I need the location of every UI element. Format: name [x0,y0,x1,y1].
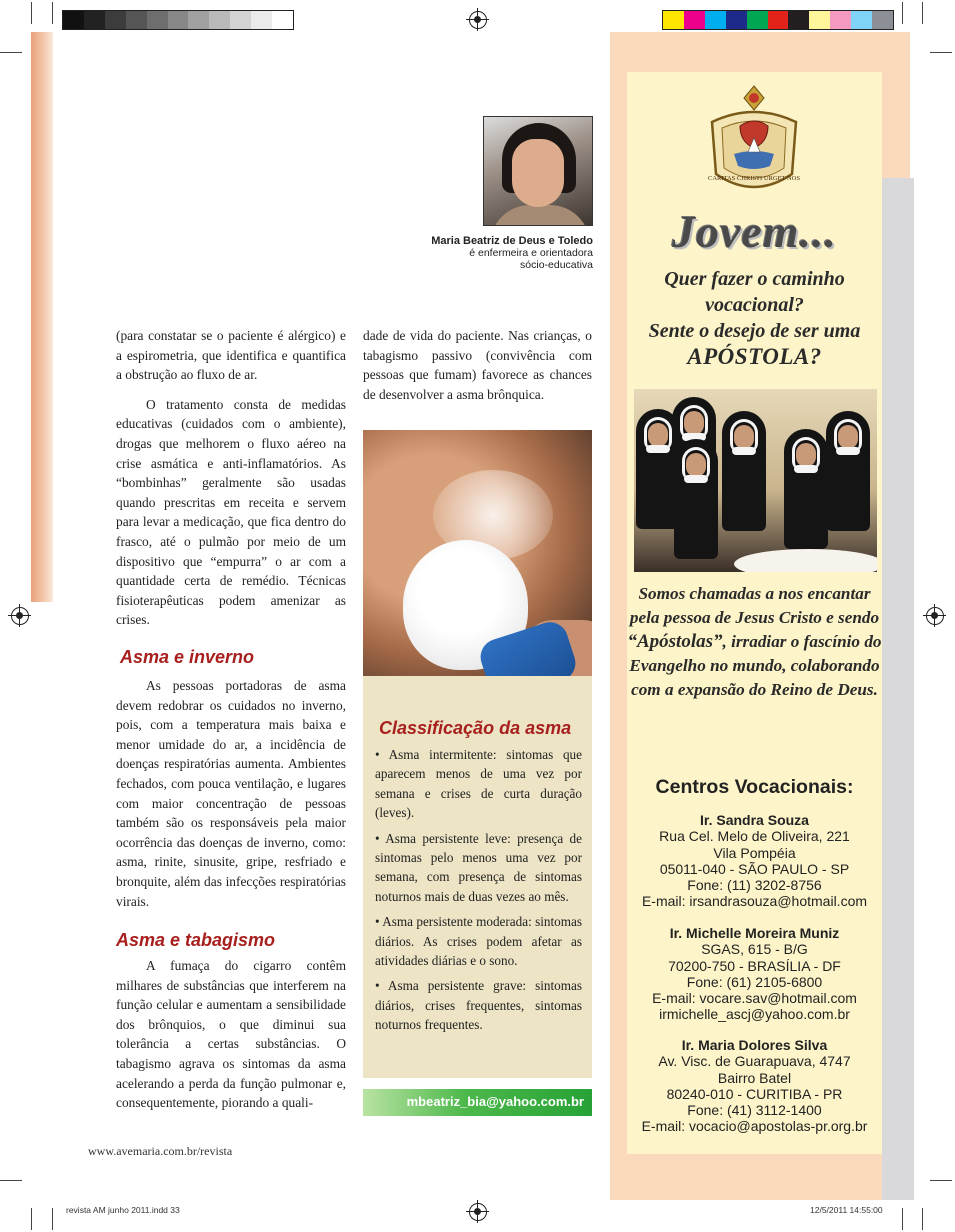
article-column-1-winter [116,676,346,911]
footer-url-link[interactable]: www.avemaria.com.br/revista [88,1144,233,1158]
gray-swatch [126,11,147,29]
paragraph: As pessoas portadoras de asma devem redobrar os cuidados no inverno, pois, com a temperatura mais baixa e menor umidade do ar, a incidência de doenças respiratórias aumenta. Ambientes fechados, com pouca ventilação, e lugares com maior concentração de pessoas também são os responsáveis pela maior ocorrência das doenças de inverno, como: asma, rinite, sinusite, gripe, resfriado e bronquite, além das infecções respiratórias virais. [116,678,346,909]
list-item: • Asma persistente grave: sintomas diários, crises frequentes, sintomas noturnos frequentes. [375,978,582,1033]
color-swatch [788,11,809,29]
crop-mark [922,2,923,24]
heading-asthma-smoking: Asma e tabagismo [116,930,276,950]
color-swatch [705,11,726,29]
list-item: • Asma persistente leve: presença de sintomas pelo menos uma vez por semana, com presença de sintomas noturnos mais de duas vezes ao mês. [375,830,582,904]
crop-mark [930,1180,952,1181]
gray-swatch [272,11,293,29]
ad-headline: Jovem... [671,206,838,257]
crop-mark [31,2,32,24]
print-slug-file: revista AM junho 2011.indd 33 [66,1205,180,1215]
center-line: Rua Cel. Melo de Oliveira, 221 [659,828,850,845]
author-email-link[interactable]: mbeatriz_bia@yahoo.com.br [363,1089,592,1116]
ad-question-line: Quer fazer o caminho vocacional? [664,268,845,316]
author-role: é enfermeira e orientadora [469,247,593,259]
gray-swatch [147,11,168,29]
child-inhaler-photo [363,430,592,676]
color-calibration-bar [662,10,894,30]
vocational-center-sao-paulo [627,812,882,910]
crop-mark [52,2,53,24]
crop-mark [902,2,903,24]
center-line: Fone: (61) 2105-6800 [686,973,823,990]
crop-mark [52,1208,53,1230]
author-role: sócio-educativa [520,259,593,271]
crop-mark [31,1208,32,1230]
gray-swatch [230,11,251,29]
heading-asthma-winter: Asma e inverno [120,647,255,667]
crop-mark [0,1180,22,1181]
centers-heading: Centros Vocacionais: [655,776,854,798]
paragraph: (para constatar se o paciente é alérgico) e a espirometria, que identifica e quantifica a obstrução ao fluxo de ar. [116,328,346,383]
gray-swatch [251,11,272,29]
paragraph: A fumaça do cigarro contêm milhares de substâncias que interferem na função celular e aumentam a sensibilidade dos brônquios, o que diminui sua tolerância a certas substâncias. O tabagismo agrava os sintomas da asma acelerando a perda da função pulmonar e, consequentemente, piorando a quali- [116,958,346,1111]
grayscale-calibration-bar [62,10,294,30]
author-photo [483,116,593,226]
article-column-1 [116,326,346,630]
ad-mission-text [627,582,882,702]
color-swatch [809,11,830,29]
gray-swatch [84,11,105,29]
gray-swatch [105,11,126,29]
sisters-group-photo [634,389,877,572]
center-line: Fone: (41) 3112-1400 [687,1102,822,1119]
color-swatch [747,11,768,29]
registration-mark-right [926,607,944,625]
color-swatch [684,11,705,29]
gray-swatch [188,11,209,29]
ad-question [627,266,882,370]
ad-question-line: Sente o desejo de ser uma [648,320,861,342]
color-swatch [768,11,789,29]
gray-swatch [168,11,189,29]
center-contact-name: Ir. Maria Dolores Silva [681,1037,828,1053]
center-line: SGAS, 615 - B/G [701,941,808,958]
center-line: Av. Visc. de Guarapuava, 4747 [658,1053,851,1070]
classification-box [363,676,592,1078]
paragraph: O tratamento consta de medidas educativas (cuidados com o ambiente), drogas que melhorem o fluxo aéreo na crise asmática e anti-inflamatórios. As “bombinhas” geralmente são usadas quando prescritas em receita e servem para levar a medicação, que fica dentro do frasco, até o pulmão por meio de um dispositivo que “empurra” o ar com a quantidade certa de remédio. Técnicas fisioterapêuticas podem amenizar as crises. [116,396,346,628]
paragraph: dade de vida do paciente. Nas crianças, o tabagismo passivo (convivência com pessoas que fumam) favorece as chances de desenvolver a asma brônquica. [363,328,592,402]
article-column-1-smoking [116,956,346,1113]
color-swatch [663,11,684,29]
center-line: 80240-010 - CURITIBA - PR [666,1085,843,1102]
vocational-center-curitiba [627,1037,882,1135]
center-contact-name: Ir. Sandra Souza [700,812,809,828]
list-item: • Asma intermitente: sintomas que aparecem menos de uma vez por semana e crises de curta duração (leves). [375,747,582,821]
ad-shadow-band [882,178,914,1200]
center-contact-name: Ir. Michelle Moreira Muniz [669,925,840,941]
color-swatch [851,11,872,29]
mission-apostolas: “Apóstolas” [627,631,723,652]
center-line: 05011-040 - SÃO PAULO - SP [659,860,850,877]
vocational-center-brasilia [627,925,882,1023]
list-item: • Asma persistente moderada: sintomas diários. As crises podem afetar as atividades diárias e o sono. [375,914,582,969]
center-line: Bairro Batel [717,1069,792,1086]
color-swatch [830,11,851,29]
decorative-side-strip [31,32,53,602]
center-line: Fone: (11) 3202-8756 [687,877,822,894]
center-line: Vila Pompéia [713,844,796,861]
crop-mark [922,1208,923,1230]
center-email[interactable]: E-mail: vocare.sav@hotmail.com [652,990,857,1007]
color-swatch [872,11,893,29]
gray-swatch [209,11,230,29]
article-column-2 [363,326,592,404]
color-swatch [726,11,747,29]
mission-part: Somos chamadas a nos encantar pela pessoa de Jesus Cristo e sendo [629,584,880,627]
center-email[interactable]: irmichelle_ascj@yahoo.com.br [659,1006,850,1023]
center-line: 70200-750 - BRASÍLIA - DF [668,957,841,974]
registration-mark-top [469,11,487,29]
registration-mark-bottom [469,1203,487,1221]
mission-part: , irradiar o fascínio do Evangelho no mundo, colaborando com a expansão do Reino de Deus. [629,632,882,699]
author-name: Maria Beatriz de Deus e Toledo [431,235,593,247]
crop-mark [902,1208,903,1230]
gray-swatch [63,11,84,29]
registration-mark-left [11,607,29,625]
crest-motto: CARITAS CHRISTI URGET NOS [708,175,800,182]
author-caption [431,235,593,271]
center-email[interactable]: E-mail: vocacio@apostolas-pr.org.br [641,1118,868,1135]
crop-mark [0,52,22,53]
classification-title: Classificação da asma [379,718,572,738]
crop-mark [930,52,952,53]
classification-list [363,739,592,1035]
ad-question-apostola: APÓSTOLA? [687,344,822,369]
congregation-crest-logo [704,82,804,202]
print-slug-date: 12/5/2011 14:55:00 [810,1205,883,1215]
center-email[interactable]: E-mail: irsandrasouza@hotmail.com [641,893,868,910]
